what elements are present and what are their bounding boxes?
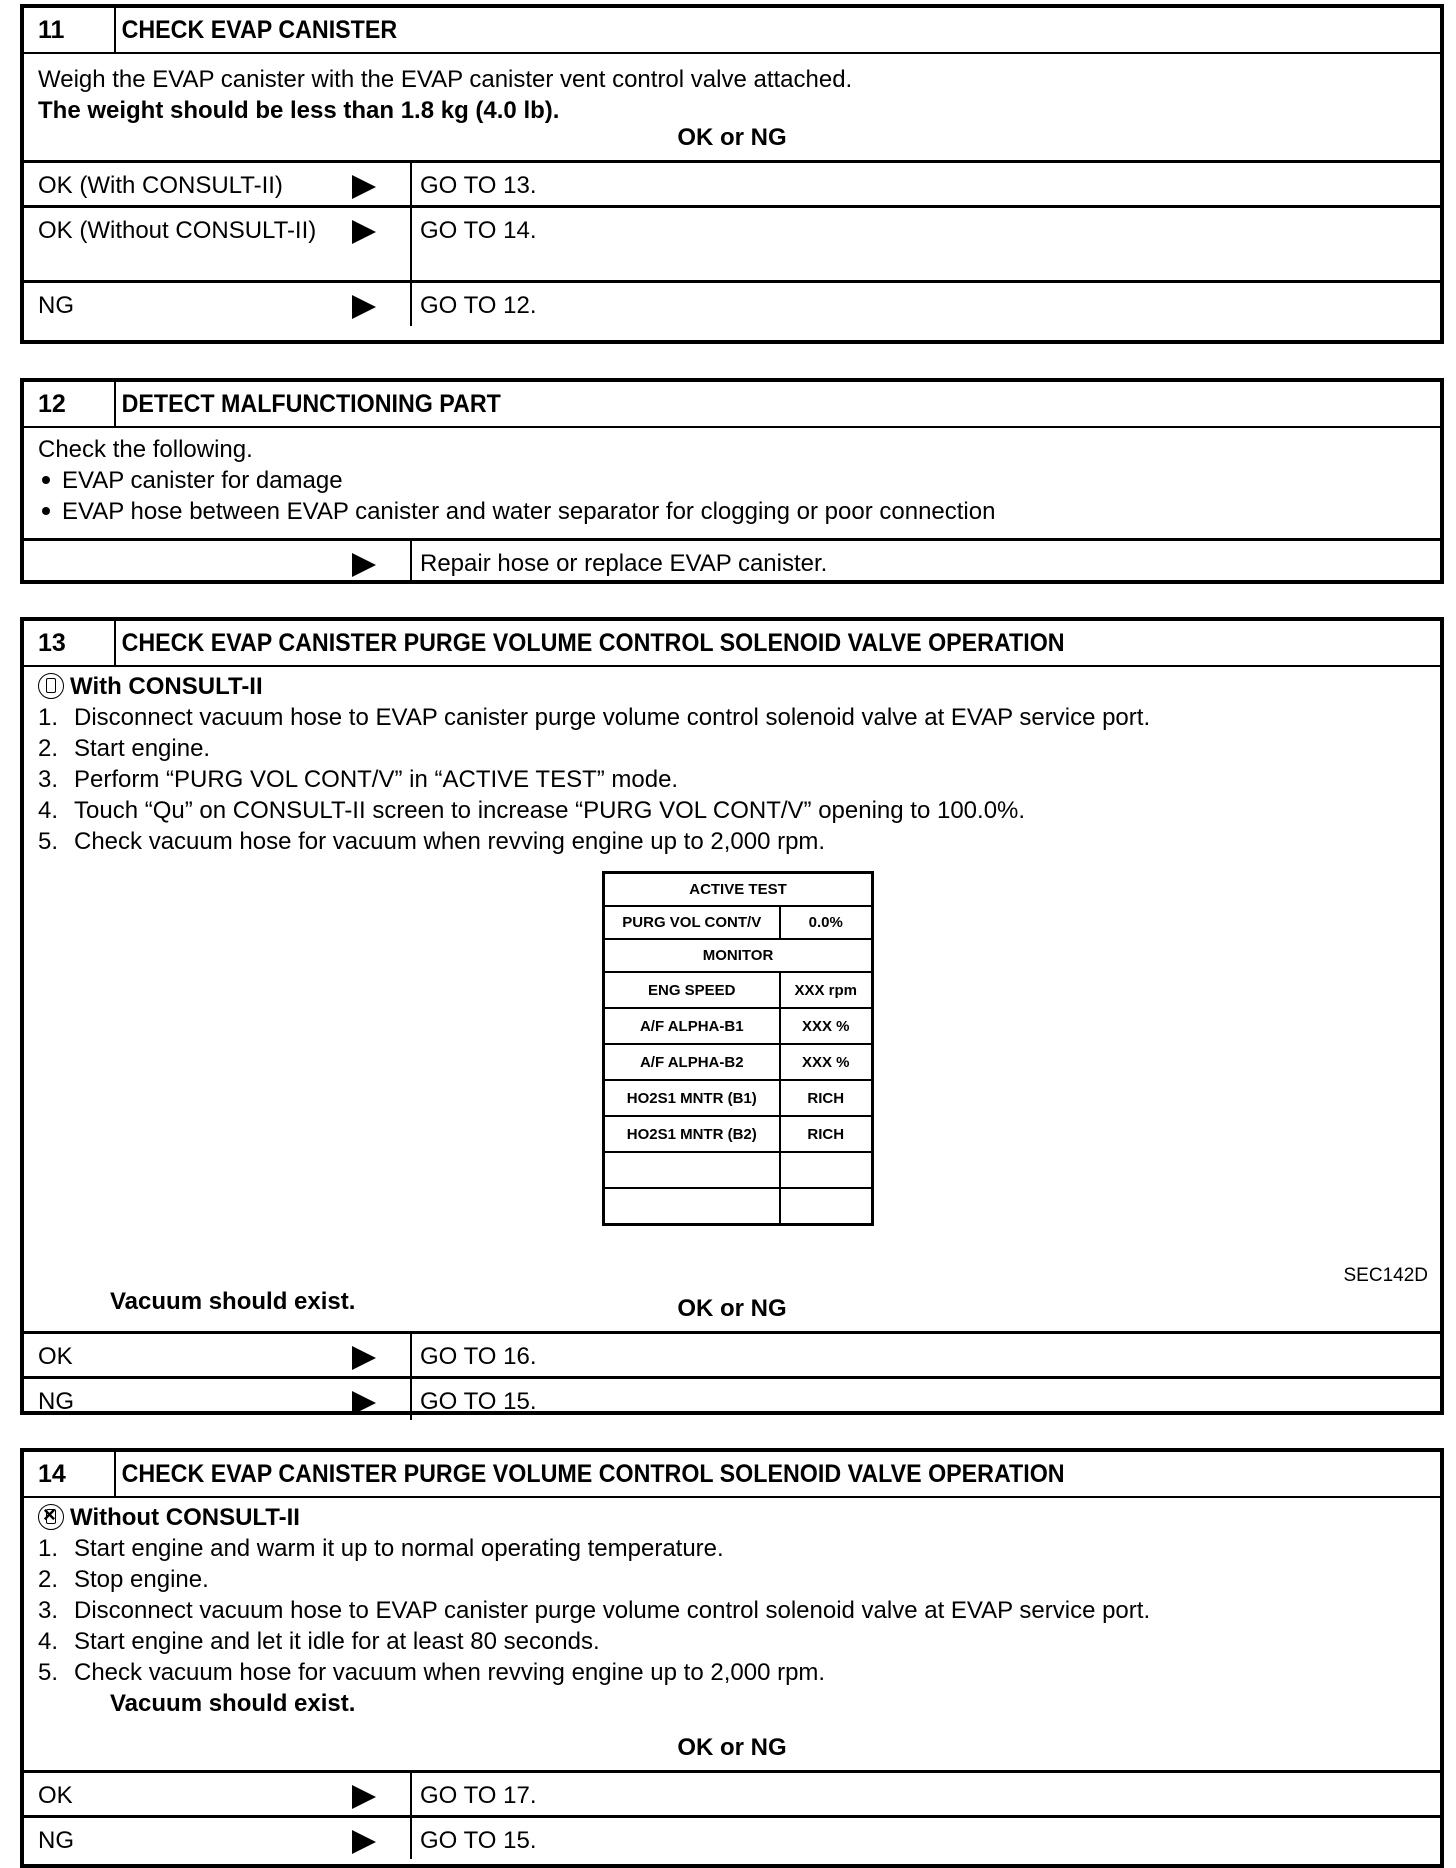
ok-or-ng-label: OK or NG: [677, 124, 787, 151]
step-title: CHECK EVAP CANISTER: [121, 15, 398, 44]
result-row: [24, 280, 1440, 326]
monitor-value: RICH: [780, 1116, 873, 1152]
step-14-section: [20, 1448, 1444, 1868]
monitor-item: A/F ALPHA-B2: [604, 1044, 780, 1080]
result-condition: OK: [38, 1782, 73, 1809]
procedure-step: 2. Start engine.: [38, 735, 211, 762]
monitor-item: ENG SPEED: [604, 972, 780, 1008]
step-title: CHECK EVAP CANISTER PURGE VOLUME CONTROL SOLENOID VALVE OPERATION: [121, 628, 1065, 657]
test-item: PURG VOL CONT/V: [604, 906, 780, 939]
step-title: DETECT MALFUNCTIONING PART: [121, 389, 501, 418]
step-13-section: [20, 617, 1444, 1415]
monitor-item: [604, 1188, 780, 1224]
procedure-step: 2. Stop engine.: [38, 1566, 209, 1593]
result-condition: OK (Without CONSULT-II): [38, 217, 317, 244]
procedure-step: 5. Check vacuum hose for vacuum when revving engine up to 2,000 rpm.: [38, 1659, 826, 1686]
result-condition: NG: [38, 1827, 74, 1854]
result-row: [24, 205, 1440, 280]
procedure-step: 1. Start engine and warm it up to normal operating temperature.: [38, 1535, 724, 1562]
instruction-text: Weigh the EVAP canister with the EVAP canister vent control valve attached.: [38, 66, 853, 93]
ok-or-ng-label: OK or NG: [677, 1295, 787, 1322]
monitor-value: XXX rpm: [780, 972, 873, 1008]
spec-text: Vacuum should exist.: [110, 1690, 356, 1717]
spec-text: Vacuum should exist.: [110, 1288, 356, 1315]
result-row: [24, 1331, 1440, 1376]
result-row: [24, 1376, 1440, 1420]
result-action: GO TO 16.: [420, 1343, 537, 1370]
result-condition: NG: [38, 292, 74, 319]
step-body: [24, 1498, 1440, 1722]
monitor-item: [604, 1152, 780, 1188]
step-header: [24, 8, 1440, 54]
step-title: CHECK EVAP CANISTER PURGE VOLUME CONTROL SOLENOID VALVE OPERATION: [121, 1459, 1065, 1488]
step-number: 13: [24, 621, 116, 665]
bullet-icon: [42, 507, 50, 515]
ok-or-ng-label: OK or NG: [677, 1734, 787, 1761]
without-consult-ii-icon: [38, 1504, 64, 1530]
procedure-step: 4. Touch “Qu” on CONSULT-II screen to increase “PURG VOL CONT/V” opening to 100.0%.: [38, 797, 1026, 824]
figure-code: SEC142D: [1343, 1265, 1428, 1286]
arrow-right-icon: [352, 295, 376, 319]
step-12-section: [20, 378, 1444, 584]
arrow-right-icon: [352, 175, 376, 199]
result-action: GO TO 15.: [420, 1388, 537, 1415]
arrow-right-icon: [352, 1785, 376, 1809]
monitor-item: HO2S1 MNTR (B2): [604, 1116, 780, 1152]
step-header: [24, 382, 1440, 428]
step-number: 11: [24, 8, 116, 52]
monitor-value: XXX %: [780, 1008, 873, 1044]
monitor-value: RICH: [780, 1080, 873, 1116]
step-body: [24, 54, 1440, 124]
monitor-value: XXX %: [780, 1044, 873, 1080]
result-action: GO TO 14.: [420, 217, 537, 244]
step-11-section: [20, 4, 1444, 344]
active-test-header: ACTIVE TEST: [604, 873, 873, 907]
monitor-header: MONITOR: [604, 939, 873, 972]
result-row: [24, 160, 1440, 205]
result-condition: OK (With CONSULT-II): [38, 172, 283, 199]
spec-text: The weight should be less than 1.8 kg (4.0 lb).: [38, 97, 560, 124]
instruction-text: Check the following.: [38, 436, 253, 463]
result-condition: OK: [38, 1343, 73, 1370]
monitor-value: [780, 1152, 873, 1188]
bullet-icon: [42, 476, 50, 484]
procedure-step: 5. Check vacuum hose for vacuum when revving engine up to 2,000 rpm.: [38, 828, 826, 855]
procedure-step: 1. Disconnect vacuum hose to EVAP canister purge volume control solenoid valve at EVAP service port.: [38, 704, 1151, 731]
result-row: [24, 538, 1440, 584]
step-header: [24, 1452, 1440, 1498]
bullet-item: EVAP canister for damage: [38, 465, 1426, 496]
test-value: 0.0%: [780, 906, 873, 939]
arrow-right-icon: [352, 220, 376, 244]
monitor-item: HO2S1 MNTR (B1): [604, 1080, 780, 1116]
result-action: GO TO 17.: [420, 1782, 537, 1809]
mode-heading: With CONSULT-II: [38, 671, 1426, 702]
procedure-step: 4. Start engine and let it idle for at least 80 seconds.: [38, 1628, 600, 1655]
arrow-right-icon: [352, 553, 376, 577]
consult-ii-icon: [38, 673, 64, 699]
result-action: GO TO 15.: [420, 1827, 537, 1854]
result-row: [24, 1770, 1440, 1815]
monitor-value: [780, 1188, 873, 1224]
step-number: 14: [24, 1452, 116, 1496]
result-action: GO TO 12.: [420, 292, 537, 319]
step-body: [24, 428, 1440, 538]
arrow-right-icon: [352, 1346, 376, 1370]
procedure-step: 3. Disconnect vacuum hose to EVAP canister purge volume control solenoid valve at EVAP service port.: [38, 1597, 1151, 1624]
arrow-right-icon: [352, 1830, 376, 1854]
monitor-item: A/F ALPHA-B1: [604, 1008, 780, 1044]
bullet-item: EVAP hose between EVAP canister and water separator for clogging or poor connection: [38, 496, 1426, 527]
result-condition: NG: [38, 1388, 74, 1415]
step-header: [24, 621, 1440, 667]
mode-heading: ×Without CONSULT-II: [38, 1502, 1426, 1533]
result-action: GO TO 13.: [420, 172, 537, 199]
procedure-step: 3. Perform “PURG VOL CONT/V” in “ACTIVE TEST” mode.: [38, 766, 679, 793]
result-action: Repair hose or replace EVAP canister.: [420, 550, 828, 577]
arrow-right-icon: [352, 1391, 376, 1415]
consult-active-test-figure: [602, 871, 874, 1226]
result-row: [24, 1815, 1440, 1859]
step-number: 12: [24, 382, 116, 426]
